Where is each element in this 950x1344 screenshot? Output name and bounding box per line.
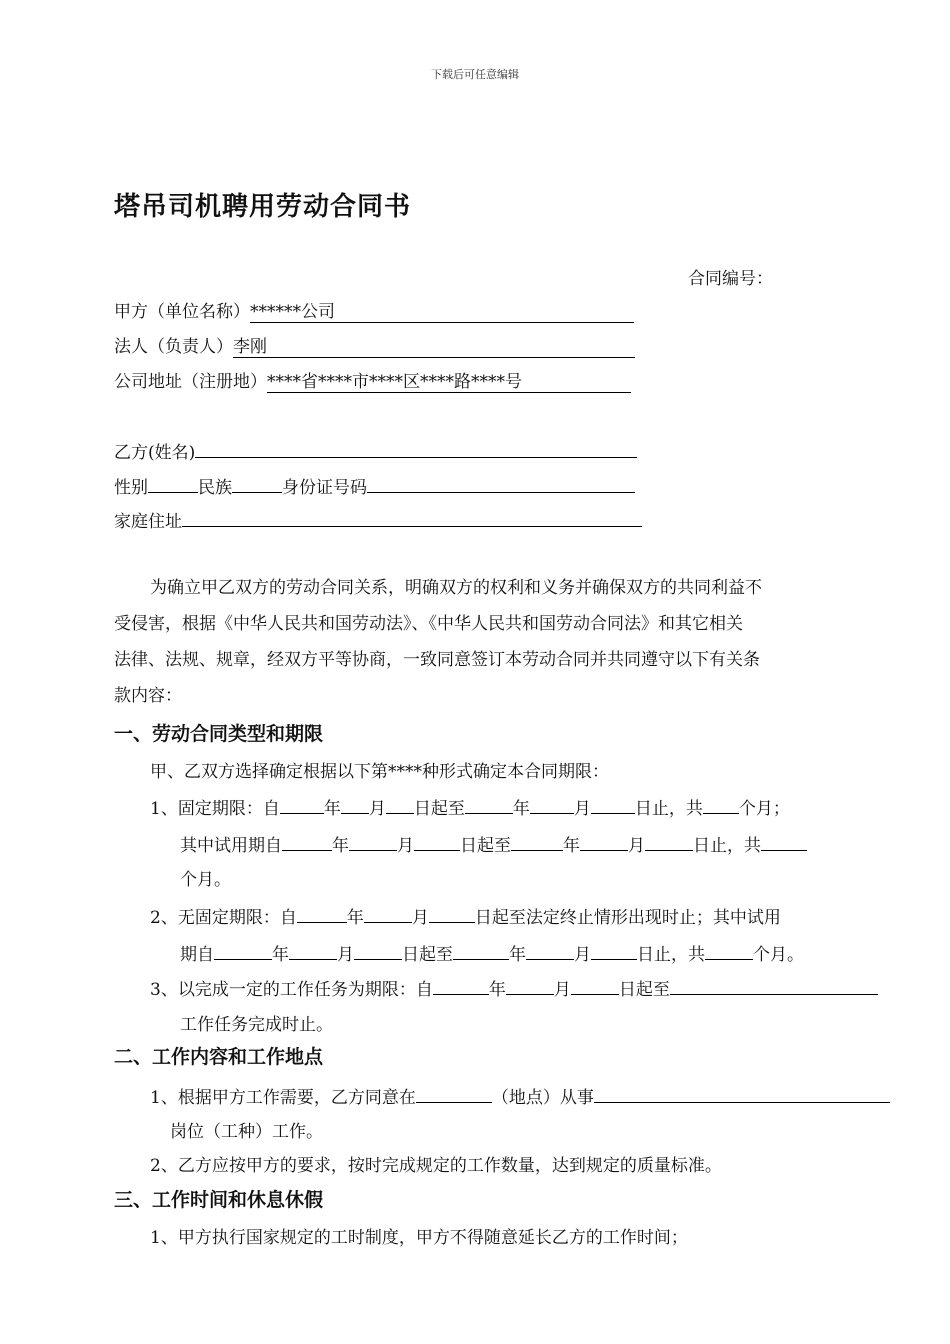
trial-start-year-field[interactable] [282,830,332,851]
task-term-end: 工作任务完成时止。 [180,1015,333,1035]
party-a-name-field[interactable] [250,302,634,323]
task-description-field[interactable] [670,974,878,995]
open-trial-start-day-field[interactable] [354,939,402,960]
trial-period-row [180,830,807,856]
task-start-year-field[interactable] [433,974,489,995]
open-start-year-field[interactable] [297,902,347,923]
month-label: 月 [574,945,591,965]
year-label: 年 [563,836,580,856]
work-position-field[interactable] [594,1082,890,1103]
open-term-label: 2、无固定期限：自 [150,908,297,928]
end-month-field[interactable] [530,793,574,814]
trial-start-day-field[interactable] [414,830,460,851]
id-number-label: 身份证号码 [282,478,367,498]
open-start-day-field[interactable] [429,902,475,923]
from-to-label: 日起至 [460,836,511,856]
section-2-heading: 二、工作内容和工作地点 [114,1046,324,1068]
month-label: 月 [553,980,571,1000]
home-address-field[interactable] [182,506,642,527]
month-label: 月 [628,836,645,856]
trial-end-month-field[interactable] [580,830,628,851]
party-a-name-label: 甲方（单位名称） [114,302,250,322]
end-year-field[interactable] [465,793,513,814]
month-label: 月 [411,908,429,928]
start-year-field[interactable] [280,793,324,814]
gender-field[interactable] [148,472,198,493]
party-a-address-row [114,369,631,395]
ethnic-field[interactable] [232,472,282,493]
party-a-rep-value: 李刚 [233,337,267,357]
party-b-name-field[interactable] [195,437,637,458]
party-a-rep-row [114,334,635,360]
month-label: 月 [337,945,354,965]
party-a-address-label: 公司地址（注册地） [114,372,267,392]
party-b-name-row [114,437,637,463]
party-a-address-field[interactable] [267,372,631,393]
open-trial-end-year-field[interactable] [453,939,509,960]
trial-end-day-field[interactable] [645,830,693,851]
work-position-end: 岗位（工种）工作。 [170,1122,323,1142]
open-start-month-field[interactable] [364,902,412,923]
party-a-address-value: ****省****市****区****路****号 [267,372,522,392]
year-label: 年 [323,799,341,819]
year-label: 年 [332,836,349,856]
month-label: 月 [368,799,386,819]
intro-line-4: 款内容： [114,686,182,706]
trial-total-months-field[interactable] [761,830,807,851]
party-b-home-row [114,506,642,532]
year-label: 年 [346,908,364,928]
work-location-label: 1、根据甲方工作需要，乙方同意在 [150,1088,416,1108]
months-label: 个月； [738,799,790,819]
open-trial-end-day-field[interactable] [591,939,637,960]
id-number-field[interactable] [367,472,635,493]
fixed-term-label: 1、固定期限：自 [150,799,280,819]
until-label: 日止，共 [637,945,705,965]
months-label: 个月。 [753,945,804,965]
year-label: 年 [512,799,530,819]
contract-number-label: 合同编号： [688,269,773,289]
home-address-label: 家庭住址 [114,512,182,532]
section-1-heading: 一、劳动合同类型和期限 [114,723,324,745]
trial-end-year-field[interactable] [511,830,563,851]
gender-label: 性别 [114,478,148,498]
from-to-label: 日起至 [402,945,453,965]
end-day-field[interactable] [591,793,635,814]
open-trial-start-month-field[interactable] [289,939,337,960]
working-hours-clause: 1、甲方执行国家规定的工时制度，甲方不得随意延长乙方的工作时间； [150,1228,688,1248]
open-term-suffix: 日起至法定终止情形出现时止；其中试用 [474,908,781,928]
party-b-name-label: 乙方(姓名) [114,443,196,463]
trial-start-month-field[interactable] [349,830,397,851]
intro-line-2: 受侵害，根据《中华人民共和国劳动法》、《中华人民共和国劳动合同法》和其它相关 [114,614,743,634]
start-month-field[interactable] [341,793,369,814]
until-label: 日止，共 [634,799,703,819]
party-a-rep-label: 法人（负责人） [114,337,233,357]
section-3-heading: 三、工作时间和休息休假 [114,1189,324,1211]
year-label: 年 [272,945,289,965]
open-trial-label: 期自 [180,945,214,965]
until-label: 日止，共 [693,836,761,856]
start-day-field[interactable] [386,793,414,814]
trial-period-label: 其中试用期自 [180,836,282,856]
work-location-field[interactable] [416,1082,492,1103]
open-trial-row [180,939,804,965]
party-a-rep-field[interactable] [233,337,635,358]
task-term-row [150,974,878,1000]
open-term-row [150,902,781,928]
from-to-label: 日起至 [618,980,670,1000]
total-months-field[interactable] [703,793,739,814]
fixed-term-row [150,793,790,819]
party-b-info-row [114,472,635,498]
party-a-name-row [114,299,634,325]
intro-line-3: 法律、法规、规章，经双方平等协商，一致同意签订本劳动合同并共同遵守以下有关条 [114,650,760,670]
task-start-month-field[interactable] [506,974,554,995]
task-term-label: 3、以完成一定的工作任务为期限：自 [150,980,433,1000]
open-trial-months-field[interactable] [705,939,753,960]
open-trial-start-year-field[interactable] [214,939,272,960]
year-label: 年 [509,945,526,965]
section-1-choose: 甲、乙双方选择确定根据以下第****种形式确定本合同期限： [150,762,609,782]
trial-months-suffix: 个月。 [180,870,231,890]
page-header: 下载后可任意编辑 [431,68,519,81]
document-title: 塔吊司机聘用劳动合同书 [114,192,412,222]
month-label: 月 [573,799,591,819]
from-to-label: 日起至 [413,799,465,819]
party-a-name-value: ******公司 [250,302,335,322]
task-start-day-field[interactable] [571,974,619,995]
work-position-label: （地点）从事 [491,1088,594,1108]
month-label: 月 [397,836,414,856]
year-label: 年 [488,980,506,1000]
work-quality-clause: 2、乙方应按甲方的要求，按时完成规定的工作数量，达到规定的质量标准。 [150,1156,722,1176]
intro-line-1: 为确立甲乙双方的劳动合同关系，明确双方的权利和义务并确保双方的共同利益不 [150,578,762,598]
work-location-row [150,1082,890,1108]
open-trial-end-month-field[interactable] [526,939,574,960]
ethnic-label: 民族 [198,478,232,498]
